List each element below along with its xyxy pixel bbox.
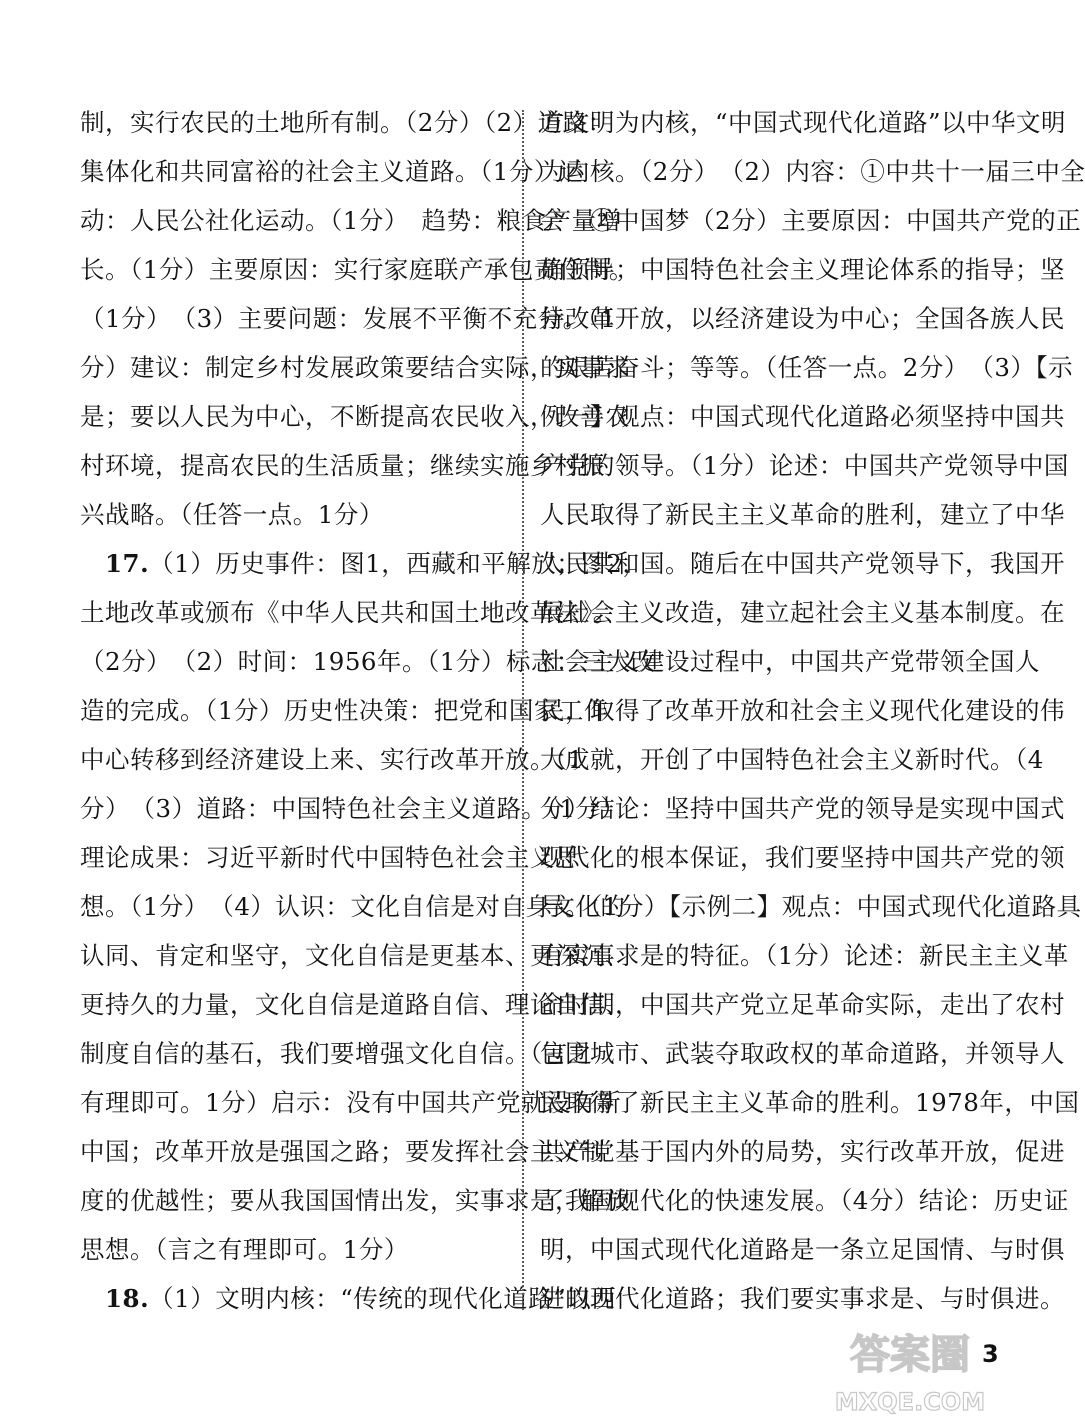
text-line: 更持久的力量，文化自信是道路自信、理论自信、 [80, 990, 630, 1019]
text-line: 想。（1分） （4）认识：文化自信是对自身文化的 [80, 892, 626, 921]
text-line: 是；要以人民为中心，不断提高农民收入，改善农 [80, 402, 630, 431]
left-column [80, 98, 656, 1323]
text-line: 集体化和共同富裕的社会主义道路。（1分）运 [80, 157, 584, 186]
text-line: 兴战略。（任答一点。1分） [80, 500, 384, 529]
text-line: 度的优越性；要从我国国情出发，实事求是，解放 [80, 1186, 630, 1215]
question-18-start: 18.（1）文明内核：“传统的现代化道路”以西 [105, 1284, 617, 1313]
text-line: 展社会主义改造，建立起社会主义基本制度。在 [540, 598, 1065, 627]
text-line: 方文明为内核，“中国式现代化道路”以中华文明 [540, 108, 1067, 137]
text-line: 的艰苦奋斗；等等。（任答一点。2分） （3）【示 [540, 353, 1074, 382]
text-line: 村环境，提高农民的生活质量；继续实施乡村振 [80, 451, 605, 480]
right-column [540, 98, 1085, 1323]
text-line: 命时期，中国共产党立足革命实际，走出了农村 [540, 990, 1065, 1019]
watermark-text-bottom: MXQE.COM [834, 1388, 986, 1416]
text-line: 认同、肯定和坚守，文化自信是更基本、更深沉、 [80, 941, 630, 970]
text-line: 导。（1分）【示例二】观点：中国式现代化道路具 [540, 892, 1082, 921]
page-number: 3 [982, 1340, 999, 1368]
text-line: 人民取得了新民主主义革命的胜利，建立了中华 [540, 500, 1065, 529]
text-line: 大成就，开创了中国特色社会主义新时代。（4 [540, 745, 1044, 774]
watermark-text-top: 答案圈 [850, 1332, 970, 1378]
text-line: 中国；改革开放是强国之路；要发挥社会主义制 [80, 1137, 605, 1166]
text-line: 有理即可。1分）启示：没有中国共产党就没有新 [80, 1088, 622, 1117]
text-line: （2分） （2）时间：1956年。（1分）标志：三大改 [80, 647, 656, 676]
text-line: 人民共和国。随后在中国共产党领导下，我国开 [540, 549, 1065, 578]
text-line: 产党的领导。（1分）论述：中国共产党领导中国 [540, 451, 1069, 480]
text-line: 民，取得了改革开放和社会主义现代化建设的伟 [540, 696, 1065, 725]
text-line: 会 ②中国梦（2分）主要原因：中国共产党的正 [540, 206, 1082, 235]
text-line: 持改革开放，以经济建设为中心；全国各族人民 [540, 304, 1065, 333]
text-line: 土地改革或颁布《中华人民共和国土地改革法》。 [80, 598, 618, 627]
text-line: 思想。（言之有理即可。1分） [80, 1235, 409, 1264]
text-line: 中心转移到经济建设上来、实行改革开放。（1 [80, 745, 584, 774]
text-line: 例一】观点：中国式现代化道路必须坚持中国共 [540, 402, 1065, 431]
watermark-logo [830, 1318, 990, 1418]
text-line: 民取得了新民主主义革命的胜利。1978年，中国 [540, 1088, 1080, 1117]
text-line: 了我国现代化的快速发展。（4分）结论：历史证 [540, 1186, 1069, 1215]
text-line: 理论成果：习近平新时代中国特色社会主义思 [80, 843, 580, 872]
text-line: 有实事求是的特征。（1分）论述：新民主主义革 [540, 941, 1069, 970]
text-line: （1分） （3）主要问题：发展不平衡不充分。（1 [80, 304, 617, 333]
text-line: 动：人民公社化运动。（1分） 趋势：粮食产量增 [80, 206, 622, 235]
text-line: 包围城市、武装夺取政权的革命道路，并领导人 [540, 1039, 1065, 1068]
text-line: 制，实行农民的土地所有制。（2分）（2）道路： [80, 108, 613, 137]
text-line: 制度自信的基石，我们要增强文化自信。（言之 [80, 1039, 593, 1068]
text-line: 分）建议：制定乡村发展政策要结合实际，实事求 [80, 353, 630, 382]
text-line: 共产党基于国内外的局势，实行改革开放，促进 [540, 1137, 1065, 1166]
text-line: 分）结论：坚持中国共产党的领导是实现中国式 [540, 794, 1065, 823]
text-line: 确领导；中国特色社会主义理论体系的指导；坚 [540, 255, 1065, 284]
text-line: 分） （3）道路：中国特色社会主义道路。（1分） [80, 794, 626, 823]
question-17-start: 17.（1）历史事件：图1，西藏和平解放；图2， [105, 549, 648, 578]
text-line: 社会主义建设过程中，中国共产党带领全国人 [540, 647, 1040, 676]
column-divider [522, 110, 524, 1310]
text-line: 为内核。（2分） （2）内容：①中共十一届三中全 [540, 157, 1085, 186]
text-line: 长。（1分）主要原因：实行家庭联产承包责任制。 [80, 255, 634, 284]
text-line: 明，中国式现代化道路是一条立足国情、与时俱 [540, 1235, 1065, 1264]
text-line: 进的现代化道路；我们要实事求是、与时俱进。 [540, 1284, 1065, 1313]
text-line: 造的完成。（1分）历史性决策：把党和国家工作 [80, 696, 609, 725]
text-line: 现代化的根本保证，我们要坚持中国共产党的领 [540, 843, 1065, 872]
